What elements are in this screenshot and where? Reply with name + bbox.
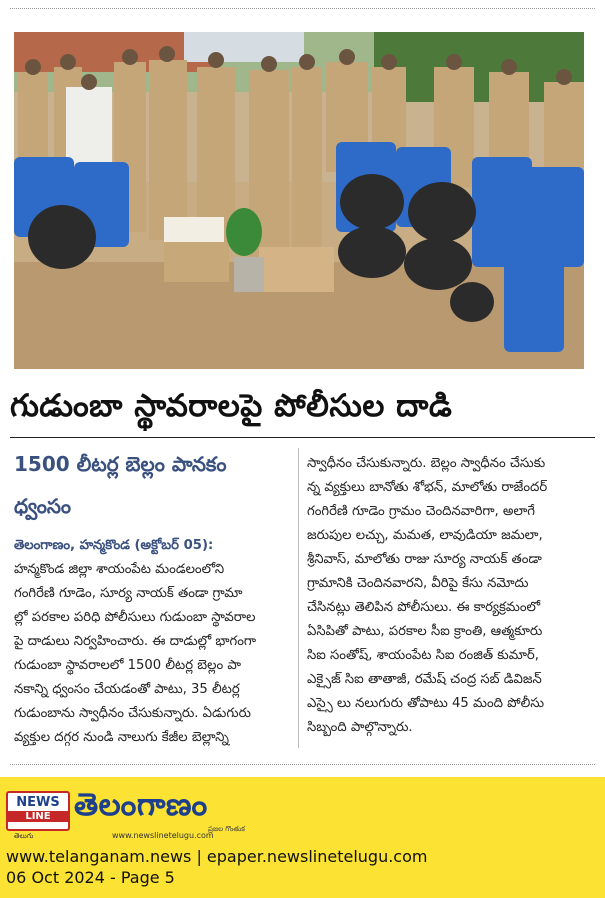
body-line: ల్లో పరకాల పరిధి పోలీసులు గుడుంబా స్థావరాల <box>14 610 256 625</box>
body-line: శ్రీనివాస్, మాలోతు రాజు సూర్య నాయక్ తండా <box>307 552 542 567</box>
body-line: జరుపుల లచ్చు, మమత, లావుడియా జమలా, <box>307 528 543 543</box>
body-line: చేసినట్లు తెలిపిన పోలీసులు. ఈ కార్యక్రమంలో <box>307 600 541 615</box>
body-line: వ్యక్తుల దగ్గర నుండి నాలుగు కేజీల బెల్లాన్ని <box>14 730 229 745</box>
column-separator <box>298 448 299 748</box>
subheading-line-1: 1500 లీటర్ల బెల్లం పానకం <box>14 452 227 476</box>
footer <box>0 777 605 898</box>
bottom-divider <box>10 764 595 765</box>
subheading-line-2: ధ్వంసం <box>14 494 72 518</box>
newsline-logo[interactable] <box>6 791 70 831</box>
body-line: న్న వ్యక్తులు బానోతు శోభన్, మాలోతు రాజేందర్ <box>307 480 548 495</box>
footer-date-page: 06 Oct 2024 - Page 5 <box>6 868 175 887</box>
dateline: తెలంగాణం, హన్మకొండ (అక్టోబర్ 05): <box>14 538 214 553</box>
logo-telugu-label: తెలుగు <box>14 832 34 840</box>
body-line: సిబ్బంది పాల్గొన్నారు. <box>307 720 413 735</box>
body-line: గుడుంబా స్థావరాలలో 1500 లీటర్ల బెల్లం పా <box>14 658 241 673</box>
brand-name: తెలంగాణం <box>74 787 208 823</box>
body-line: గ్రామానికి చెందినవారని, వీరిపై కేసు నమోదు <box>307 576 529 591</box>
body-line: ఎస్సై లు నలుగురు తోపాటు 45 మంది పోలీసు <box>307 696 545 711</box>
brand-tagline: ప్రజల గొంతుక <box>208 825 245 833</box>
body-line: గుడుంబాను స్వాధీనం చేసుకున్నారు. ఏడుగురు <box>14 706 251 721</box>
article-right-column <box>307 452 591 740</box>
body-line: గంగిరేణి గూడెం గ్రామం చెందినవారిగా, అలాగే <box>307 504 535 519</box>
top-divider <box>10 8 595 9</box>
footer-sites[interactable]: www.telanganam.news | epaper.newslinetelugu.com <box>6 847 428 866</box>
body-line: నకాన్ని ధ్వంసం చేయడంతో పాటు, 35 లీటర్ల <box>14 682 240 697</box>
brand-url[interactable]: www.newslinetelugu.com <box>112 831 214 840</box>
body-line: గంగిరేణి గూడెం, సూర్య నాయక్ తండా గ్రామా <box>14 586 243 601</box>
logo-line-text: LINE <box>8 811 68 822</box>
article-left-column <box>14 534 292 750</box>
logo-news-text: NEWS <box>16 795 60 810</box>
body-line: పై దాడులు నిర్వహించారు. ఈ దాడుల్లో భాగంగా <box>14 634 257 649</box>
body-line: హన్మకొండ జిల్లా శాయంపేట మండలంలోని <box>14 562 225 577</box>
body-line: స్వాధీనం చేసుకున్నారు. బెల్లం స్వాధీనం చేసుకు <box>307 456 546 471</box>
headline: గుడుంబా స్థావరాలపై పోలీసుల దాడి <box>10 388 453 424</box>
body-line: ఎక్సైజ్ సిఐ తాతాజీ, రమేష్ చంద్ర సబ్ డివిజన్ <box>307 672 542 687</box>
body-line: ఏసిపితో పాటు, పరకాల సీఐ క్రాంతి, ఆత్మకూరు <box>307 624 543 639</box>
news-photo <box>14 32 584 369</box>
headline-rule <box>10 437 595 438</box>
body-line: సిఐ సంతోష్, శాయంపేట సిఐ రంజిత్ కుమార్, <box>307 648 539 663</box>
